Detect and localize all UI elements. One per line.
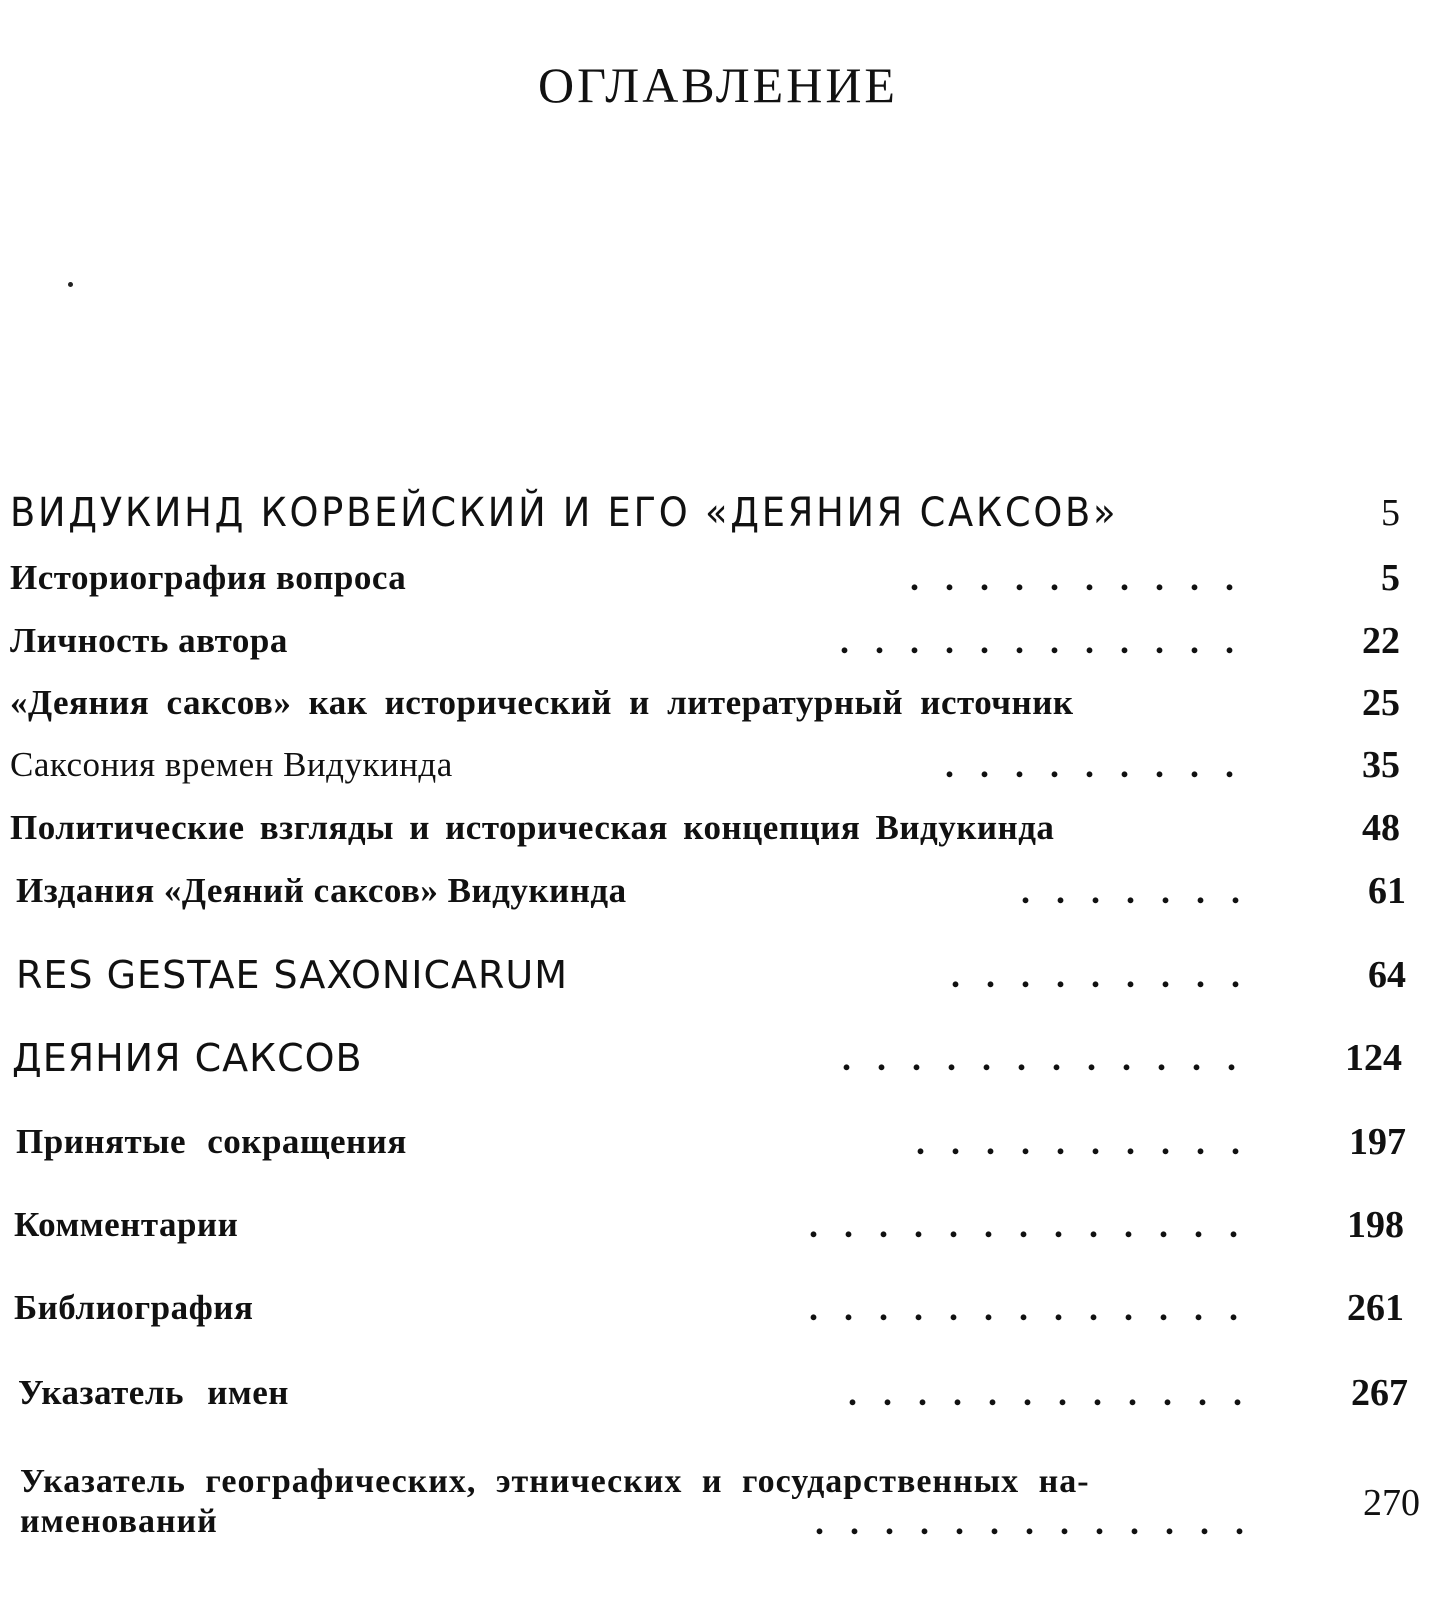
dot-leader: ..........	[916, 1122, 1266, 1162]
toc-entry-page: 5	[1381, 557, 1400, 599]
dot-leader: .............	[815, 1502, 1270, 1542]
toc-entry-label: «Деяния саксов» как исторический и литературный источник	[10, 683, 1074, 722]
dot-leader: ............	[848, 1373, 1268, 1413]
toc-entry-editions[interactable]	[16, 866, 1416, 916]
toc-entry-label: Личность автора	[10, 621, 288, 660]
toc-entry-label-line2: именований	[20, 1503, 218, 1540]
toc-entry-label: RES GESTAE SAXONICARUM	[16, 953, 569, 997]
toc-entry-deeds-of-saxons[interactable]	[12, 1033, 1412, 1083]
toc-entry-page: 64	[1368, 954, 1406, 996]
toc-entry-label: Принятые сокращения	[16, 1122, 407, 1161]
toc-entry-chapter-widukind[interactable]	[10, 488, 1410, 538]
toc-entry-page: 267	[1351, 1372, 1408, 1414]
toc-entry-name-index[interactable]	[18, 1368, 1418, 1418]
toc-entry-label: Политические взгляды и историческая концепция Видукинда	[10, 808, 1055, 847]
toc-entry-label-line1: Указатель географических, этнических и государственных на-	[20, 1463, 1090, 1500]
toc-entry-label: ВИДУКИНД КОРВЕЙСКИЙ И ЕГО «ДЕЯНИЯ САКСОВ»	[10, 490, 1119, 536]
toc-entry-commentary[interactable]	[14, 1200, 1414, 1250]
toc-entry-saxony[interactable]	[10, 740, 1410, 790]
toc-entry-label: Издания «Деяний саксов» Видукинда	[16, 871, 627, 910]
dot-leader: ..........	[910, 558, 1260, 598]
toc-entry-bibliography[interactable]	[14, 1283, 1414, 1333]
toc-entry-page: 25	[1362, 682, 1400, 724]
toc-entry-label: Комментарии	[14, 1205, 239, 1244]
toc-entry-page: 22	[1362, 620, 1400, 662]
toc-entry-page: 5	[1381, 492, 1400, 534]
page-title: ОГЛАВЛЕНИЕ	[538, 57, 898, 113]
toc-entry-geographic-index[interactable]	[20, 1460, 1420, 1570]
toc-entry-political-views[interactable]	[10, 803, 1410, 853]
toc-entry-label: Библиография	[14, 1288, 254, 1327]
toc-entry-label: Саксония времен Видукинда	[10, 745, 453, 784]
dot-leader: .............	[809, 1205, 1264, 1245]
toc-entry-page: 48	[1362, 807, 1400, 849]
toc-entry-historiography[interactable]	[10, 553, 1410, 603]
toc-entry-page: 61	[1368, 870, 1406, 912]
dot-leader: .............	[809, 1288, 1264, 1328]
toc-entry-label: Историография вопроса	[10, 558, 407, 597]
dot-leader: .........	[945, 745, 1260, 785]
toc-entry-author[interactable]	[10, 616, 1410, 666]
dot-leader: ............	[840, 621, 1260, 661]
toc-entry-label: ДЕЯНИЯ САКСОВ	[12, 1036, 363, 1080]
toc-entry-page: 197	[1349, 1121, 1406, 1163]
dot-leader: ............	[842, 1038, 1262, 1078]
toc-entry-page: 261	[1347, 1287, 1404, 1329]
toc-entry-page: 198	[1347, 1204, 1404, 1246]
toc-entry-abbreviations[interactable]	[16, 1117, 1416, 1167]
dot-leader: .......	[1021, 871, 1266, 911]
toc-entry-source[interactable]	[10, 678, 1410, 728]
toc-entry-page: 35	[1362, 744, 1400, 786]
toc-entry-page: 270	[1363, 1482, 1420, 1524]
toc-entry-page: 124	[1345, 1037, 1402, 1079]
dot-leader: .........	[951, 955, 1266, 995]
toc-entry-res-gestae[interactable]	[16, 950, 1416, 1000]
toc-entry-label: Указатель имен	[18, 1373, 289, 1412]
